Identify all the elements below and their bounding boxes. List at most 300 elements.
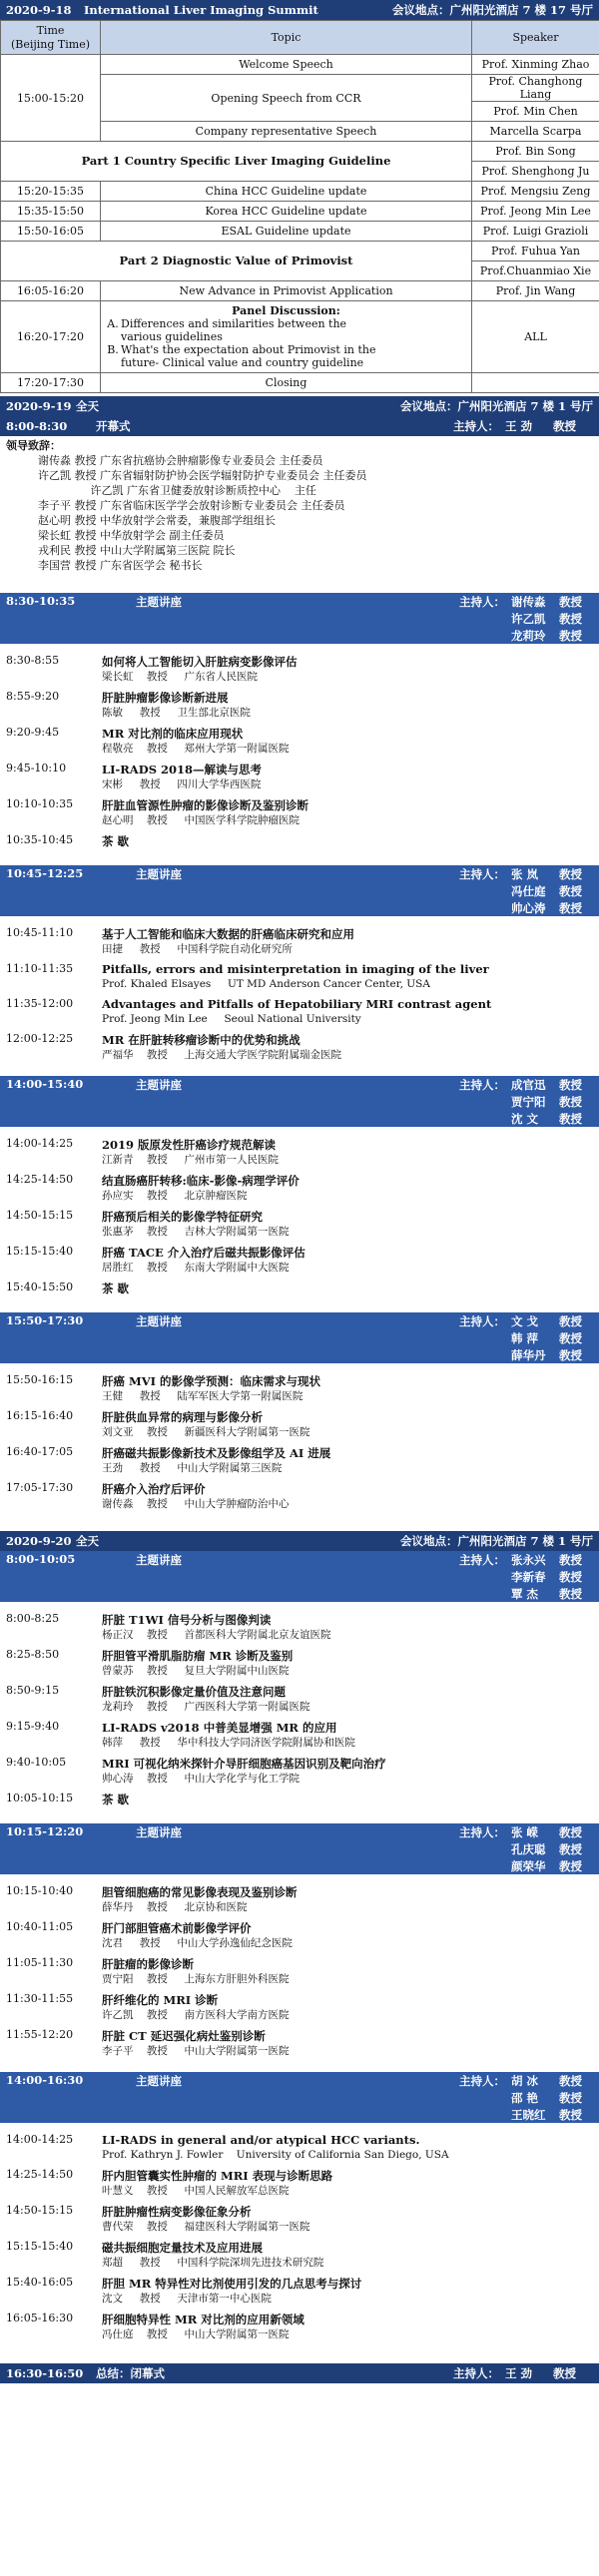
leader-line: 李国营 教授 广东省医学会 秘书长 (38, 559, 203, 572)
talk-time: 9:20-9:45 (6, 726, 60, 739)
panel-speaker: ALL (472, 301, 599, 373)
talk-item (6, 1479, 593, 1511)
session-host-row (0, 1857, 599, 1874)
talk-item (6, 1790, 593, 1807)
table-row (1, 142, 599, 162)
talk-item (6, 924, 593, 956)
panel-item-marker: A. (107, 317, 119, 330)
talk-time: 10:35-10:45 (6, 833, 74, 846)
talk-title: Advantages and Pitfalls of Hepatobiliary MRI contrast agent (102, 997, 492, 1011)
day3-sessions (0, 1551, 599, 2355)
header-time: Time (Beijing Time) (1, 21, 101, 55)
talk-item (6, 795, 593, 827)
talk-item (6, 1407, 593, 1439)
session-host-label (459, 900, 511, 916)
day2-opening-bar (0, 416, 599, 436)
session-host-name: 邵 艳 (511, 2090, 539, 2105)
talk-speaker: 贾宁阳 教授 上海东方肝胆外科医院 (102, 1973, 290, 1985)
talk-item (6, 960, 593, 991)
session-title: 主题讲座 (136, 1825, 182, 1839)
talk-item (6, 1243, 593, 1275)
talk-title: 肝脏 T1WI 信号分析与图像判读 (102, 1613, 272, 1627)
talk-title: 肝脏铁沉积影像定量价值及注意问题 (102, 1685, 286, 1699)
part1-title: Part 1 Country Specific Liver Imaging Guideline (1, 142, 472, 182)
talk-item (6, 1754, 593, 1786)
talk-item (6, 2310, 593, 2341)
session-time: 14:00-16:30 (6, 2073, 84, 2087)
row-topic: Opening Speech from CCR (101, 75, 472, 122)
talk-title: 肝脏肿瘤性病变影像征象分析 (102, 2205, 252, 2219)
day1-venue: 会议地点：广州阳光酒店 7 楼 17 号厅 (391, 3, 593, 17)
talk-title: 肝癌预后相关的影像学特征研究 (102, 1210, 263, 1224)
row-time: 17:20-17:30 (1, 373, 101, 393)
talk-speaker: 杨正汉 教授 首都医科大学附属北京友谊医院 (102, 1629, 331, 1641)
talk-time: 11:30-11:55 (6, 1992, 74, 2005)
talk-time: 9:45-10:10 (6, 762, 67, 774)
table-row (1, 281, 599, 301)
row-topic: Korea HCC Guideline update (101, 202, 472, 222)
talk-time: 14:00-14:25 (6, 1137, 74, 1150)
day2-date: 2020-9-19 (6, 399, 72, 413)
row-time: 16:05-16:20 (1, 281, 101, 301)
session-host-name: 薛华丹 (511, 1347, 546, 1362)
row-speaker: Prof. Shenghong Ju (472, 162, 599, 182)
session-time: 8:30-10:35 (6, 594, 76, 608)
session-header (0, 865, 599, 916)
row-time: 15:35-15:50 (1, 202, 101, 222)
row-speaker: Prof. Xinming Zhao (472, 55, 599, 75)
row-topic: ESAL Guideline update (101, 222, 472, 242)
day3-venue: 会议地点：广州阳光酒店 7 楼 1 号厅 (399, 1534, 593, 1548)
panel-row (1, 301, 599, 373)
talk-time: 14:25-14:50 (6, 1173, 74, 1186)
talk-speaker: 严福华 教授 上海交通大学医学院附属瑞金医院 (102, 1049, 342, 1061)
opening-time: 8:00-8:30 (6, 419, 68, 433)
talk-title: 肝内胆管囊实性肿瘤的 MRI 表现与诊断思路 (102, 2169, 333, 2183)
day3-date: 2020-9-20 (6, 1534, 72, 1548)
talk-speaker: 郑超 教授 中国科学院深圳先进技术研究院 (102, 2257, 324, 2269)
talk-time: 8:30-8:55 (6, 654, 60, 667)
session-time: 10:15-12:20 (6, 1824, 84, 1838)
talk-speaker: 江新青 教授 广州市第一人民医院 (102, 1154, 280, 1166)
session-host-name: 沈 文 (511, 1111, 539, 1126)
leader-line: 李子平 教授 广东省临床医学学会放射诊断专业委员会 主任委员 (38, 499, 345, 512)
talk-speaker: 宋彬 教授 四川大学华西医院 (102, 778, 262, 790)
session-host-name: 王晓红 (511, 2107, 546, 2122)
talk-speaker: 赵心明 教授 中国医学科学院肿瘤医院 (102, 814, 300, 826)
day1-date: 2020-9-18 (6, 3, 72, 17)
talk-item (6, 1882, 593, 1914)
talk-time: 11:05-11:30 (6, 1956, 74, 1969)
talk-item (6, 1918, 593, 1950)
session-host-label: 主持人： (459, 1824, 505, 1839)
talk-speaker: 谢传淼 教授 中山大学肿瘤防治中心 (102, 1498, 290, 1510)
talk-item (6, 2131, 593, 2162)
talk-title: LI-RADS in general and/or atypical HCC variants. (102, 2133, 420, 2147)
session-host-title: 教授 (559, 1313, 582, 1328)
session-host-label: 主持人： (459, 1077, 505, 1092)
talk-title: 肝癌 MVI 的影像学预测：临床需求与现状 (102, 1374, 321, 1388)
day1-event: International Liver Imaging Summit (84, 3, 318, 17)
talk-time: 11:10-11:35 (6, 962, 74, 975)
session-time: 15:50-17:30 (6, 1313, 84, 1327)
session-host-row (0, 1346, 599, 1363)
opening-title: 开幕式 (96, 419, 131, 433)
session-host-name: 许乙凯 (511, 611, 546, 626)
talk-item (6, 2166, 593, 2198)
leaders-speech (0, 436, 599, 575)
talk-speaker: 韩萍 教授 华中科技大学同济医学院附属协和医院 (102, 1737, 355, 1749)
panel-item-marker (105, 330, 121, 343)
talk-speaker: 李子平 教授 中山大学附属第一医院 (102, 2045, 290, 2057)
panel-item-text: various guidelines (121, 330, 223, 343)
talk-title: 肝脏肿瘤影像诊断新进展 (102, 691, 229, 705)
session-host-title: 教授 (559, 2073, 582, 2088)
talk-title: 肝癌磁共振影像新技术及影像组学及 AI 进展 (102, 1446, 331, 1460)
table-row (1, 242, 599, 261)
day1-table-header (1, 21, 599, 55)
talk-speaker: 程敬亮 教授 郑州大学第一附属医院 (102, 743, 290, 755)
session-host-title: 教授 (559, 1111, 582, 1126)
talk-speaker: 梁长虹 教授 广东省人民医院 (102, 671, 259, 683)
row-speaker: Prof.Chuanmiao Xie (472, 261, 599, 281)
session-host-name: 韩 萍 (511, 1330, 539, 1345)
talk-title: MR 在肝脏转移瘤诊断中的优势和挑战 (102, 1033, 300, 1047)
talk-speaker: 龙莉玲 教授 广西医科大学第一附属医院 (102, 1701, 310, 1713)
row-time: 15:50-16:05 (1, 222, 101, 242)
session-title: 主题讲座 (136, 867, 182, 881)
opening-host-title: 教授 (553, 419, 576, 433)
session-host-title: 教授 (559, 1586, 582, 1601)
talk-time: 11:55-12:20 (6, 2028, 74, 2041)
session-host-label (459, 1858, 511, 1874)
talk-time: 10:05-10:15 (6, 1792, 74, 1804)
session-header (0, 1076, 599, 1127)
talk-time: 10:45-11:10 (6, 926, 74, 939)
talk-time: 16:40-17:05 (6, 1445, 74, 1458)
panel-time: 16:20-17:20 (1, 301, 101, 373)
talk-item (6, 995, 593, 1026)
session-host-title: 教授 (559, 866, 582, 881)
session-host-label: 主持人： (459, 866, 505, 881)
talk-speaker: 沈文 教授 天津市第一中心医院 (102, 2293, 272, 2305)
session-host-row (0, 1312, 599, 1329)
session-host-name: 孔庆聪 (511, 1841, 546, 1856)
session-talks (0, 644, 599, 865)
session-host-row (0, 627, 599, 644)
talk-time: 14:25-14:50 (6, 2168, 74, 2181)
session-host-title: 教授 (559, 2107, 582, 2122)
session-header (0, 1551, 599, 1602)
talk-item (6, 1610, 593, 1642)
row-speaker: Prof. Changhong Liang (472, 75, 599, 102)
session-host-row (0, 2106, 599, 2123)
talk-item (6, 1990, 593, 2022)
talk-item (6, 1030, 593, 1062)
session-host-label: 主持人： (459, 2073, 505, 2088)
day1-header-bar (0, 0, 599, 20)
talk-item (6, 2026, 593, 2058)
closing-time: 16:30-16:50 (6, 2366, 84, 2380)
leaders-title: 领导致辞： (6, 439, 61, 452)
session-host-label (459, 2107, 511, 2123)
talk-speaker: Prof. Jeong Min Lee Seoul National University (102, 1013, 361, 1025)
talk-time: 8:00-8:25 (6, 1612, 60, 1625)
header-topic: Topic (101, 21, 472, 55)
session-host-name: 张 嵘 (511, 1824, 539, 1839)
talk-item (6, 1682, 593, 1714)
session-host-row (0, 610, 599, 627)
talk-item (6, 724, 593, 756)
talk-title: 肝胆管平滑肌脂肪瘤 MR 诊断及鉴别 (102, 1649, 294, 1663)
row-topic: China HCC Guideline update (101, 182, 472, 202)
session-talks (0, 1874, 599, 2072)
talk-speaker: 沈君 教授 中山大学孙逸仙纪念医院 (102, 1937, 293, 1949)
session-talks (0, 2123, 599, 2355)
talk-time: 10:40-11:05 (6, 1920, 74, 1933)
session-host-name: 贾宁阳 (511, 1094, 546, 1109)
talk-speaker: 孙应实 教授 北京肿瘤医院 (102, 1190, 248, 1202)
row-speaker: Prof. Jin Wang (472, 281, 599, 301)
panel-item-marker: B. (107, 343, 119, 356)
session-host-label (459, 2090, 511, 2106)
talk-time: 15:50-16:15 (6, 1373, 74, 1386)
session-host-row (0, 865, 599, 882)
talk-title: 肝脏血管源性肿瘤的影像诊断及鉴别诊断 (102, 798, 308, 812)
row-topic: Company representative Speech (101, 122, 472, 142)
talk-speaker: 刘文亚 教授 新疆医科大学附属第一医院 (102, 1426, 310, 1438)
session-host-title: 教授 (559, 594, 582, 609)
opening-host-label: 主持人： (453, 419, 499, 433)
session-talks (0, 1363, 599, 1525)
talk-time: 12:00-12:25 (6, 1032, 74, 1045)
session-host-title: 教授 (559, 883, 582, 898)
session-host-label (459, 1586, 511, 1602)
session-host-title: 教授 (559, 611, 582, 626)
closing-title: 总结：闭幕式 (96, 2366, 165, 2380)
session-host-label (459, 1569, 511, 1585)
leader-line: 许乙凯 教授 广东省辐射防护协会医学辐射防护专业委员会 主任委员 (38, 469, 367, 482)
talk-time: 9:40-10:05 (6, 1756, 67, 1769)
talk-speaker: 帅心涛 教授 中山大学化学与化工学院 (102, 1773, 300, 1785)
session-header (0, 2072, 599, 2123)
session-title: 主题讲座 (136, 1553, 182, 1567)
talk-time: 14:00-14:25 (6, 2133, 74, 2146)
session-host-label (459, 1094, 511, 1110)
day1-table (0, 20, 599, 393)
opening-host: 王 劲 (505, 419, 533, 433)
session-header (0, 593, 599, 644)
session-header (0, 1312, 599, 1363)
session-host-label (459, 1330, 511, 1346)
panel-item (105, 343, 467, 356)
table-row (1, 222, 599, 242)
talk-item (6, 2274, 593, 2306)
talk-item (6, 1718, 593, 1750)
session-host-title: 教授 (559, 1094, 582, 1109)
row-speaker: Prof. Min Chen (472, 102, 599, 122)
talk-speaker: 王劲 教授 中山大学附属第三医院 (102, 1462, 283, 1474)
talk-time: 16:15-16:40 (6, 1409, 74, 1422)
closing-host-label: 主持人： (453, 2366, 499, 2380)
session-time: 10:45-12:25 (6, 866, 84, 880)
session-host-row (0, 1110, 599, 1127)
session-host-row (0, 1568, 599, 1585)
row-topic: Closing (101, 373, 472, 393)
session-title: 主题讲座 (136, 2074, 182, 2088)
table-row (1, 55, 599, 75)
talk-item (6, 1954, 593, 1986)
talk-title: 肝门部胆管癌术前影像学评价 (102, 1921, 252, 1935)
talk-speaker: 曾蒙苏 教授 复旦大学附属中山医院 (102, 1665, 290, 1677)
talk-item (6, 760, 593, 791)
talk-title: 胆管细胞癌的常见影像表现及鉴别诊断 (102, 1885, 298, 1899)
leader-line: 戎利民 教授 中山大学附属第三医院 院长 (38, 544, 236, 557)
talk-speaker: 田捷 教授 中国科学院自动化研究所 (102, 943, 293, 955)
panel-item-text: Differences and similarities between the (121, 317, 347, 330)
talk-title: 肝脏 CT 延迟强化病灶鉴别诊断 (102, 2029, 266, 2043)
row-topic: New Advance in Primovist Application (101, 281, 472, 301)
session-title: 主题讲座 (136, 1314, 182, 1328)
session-host-title: 教授 (559, 628, 582, 643)
talk-title: 茶 歇 (102, 834, 130, 848)
session-host-title: 教授 (559, 1841, 582, 1856)
leader-line: 梁长虹 教授 中华放射学会 副主任委员 (38, 529, 225, 542)
talk-item (6, 652, 593, 684)
table-row (1, 373, 599, 393)
talk-item (6, 1443, 593, 1475)
day3-header-bar (0, 1531, 599, 1551)
talk-speaker: 陈敏 教授 卫生部北京医院 (102, 707, 251, 719)
talk-speaker: 居胜红 教授 东南大学附属中大医院 (102, 1262, 290, 1274)
session-host-name: 张永兴 (511, 1552, 546, 1567)
part2-title: Part 2 Diagnostic Value of Primovist (1, 242, 472, 281)
panel-item (105, 330, 467, 343)
talk-speaker: 叶慧义 教授 中国人民解放军总医院 (102, 2185, 290, 2197)
talk-speaker: 王健 教授 陆军军医大学第一附属医院 (102, 1390, 303, 1402)
talk-title: LI-RADS 2018—解读与思考 (102, 763, 263, 776)
day2-header-bar (0, 396, 599, 416)
session-talks (0, 1602, 599, 1823)
session-host-row (0, 882, 599, 899)
talk-time: 8:50-9:15 (6, 1684, 60, 1697)
session-host-name: 李新春 (511, 1569, 546, 1584)
table-row (1, 202, 599, 222)
session-talks (0, 916, 599, 1076)
row-speaker: Marcella Scarpa (472, 122, 599, 142)
talk-time: 15:15-15:40 (6, 1245, 74, 1258)
panel-title: Panel Discussion: (232, 304, 340, 317)
day2-whole-day: 全天 (76, 399, 99, 413)
session-host-name: 张 岚 (511, 866, 539, 881)
session-host-label: 主持人： (459, 1313, 505, 1328)
session-host-title: 教授 (559, 2090, 582, 2105)
row-speaker: Prof. Jeong Min Lee (472, 202, 599, 222)
talk-item (6, 1646, 593, 1678)
session-header (0, 1823, 599, 1874)
talk-time: 14:50-15:15 (6, 2204, 74, 2217)
session-host-row (0, 1823, 599, 1840)
leader-line: 谢传淼 教授 广东省抗癌协会肿瘤影像专业委员会 主任委员 (38, 454, 323, 467)
talk-title: 茶 歇 (102, 1282, 130, 1295)
session-host-label (459, 1111, 511, 1127)
talk-title: 磁共振细胞定量技术及应用进展 (102, 2241, 263, 2255)
session-talks (0, 1127, 599, 1312)
session-host-row (0, 2072, 599, 2089)
talk-speaker: 许乙凯 教授 南方医科大学南方医院 (102, 2009, 290, 2021)
session-host-title: 教授 (559, 1077, 582, 1092)
session-host-name: 冯仕庭 (511, 883, 546, 898)
session-host-label (459, 883, 511, 899)
row-topic: Welcome Speech (101, 55, 472, 75)
session-host-title: 教授 (559, 1347, 582, 1362)
session-host-label: 主持人： (459, 594, 505, 609)
talk-time: 17:05-17:30 (6, 1481, 74, 1494)
talk-item (6, 2202, 593, 2234)
closing-host-title: 教授 (553, 2366, 576, 2380)
talk-title: 肝胆 MR 特异性对比剂使用引发的几点思考与探讨 (102, 2277, 362, 2291)
session-host-row (0, 1551, 599, 1568)
row-speaker: Prof. Fuhua Yan (472, 242, 599, 261)
talk-item (6, 1279, 593, 1296)
talk-title: 如何将人工智能切入肝脏病变影像评估 (102, 655, 298, 669)
header-speaker: Speaker (472, 21, 599, 55)
talk-time: 16:05-16:30 (6, 2312, 74, 2324)
session-host-title: 教授 (559, 900, 582, 915)
session-title: 主题讲座 (136, 595, 182, 609)
session-host-label (459, 1841, 511, 1857)
talk-time: 10:15-10:40 (6, 1884, 74, 1897)
session-host-label (459, 628, 511, 644)
row-speaker: Prof. Mengsiu Zeng (472, 182, 599, 202)
talk-time: 9:15-9:40 (6, 1720, 60, 1733)
talk-time: 10:10-10:35 (6, 797, 74, 810)
session-host-row (0, 1840, 599, 1857)
day2-sessions (0, 593, 599, 1525)
panel-item (105, 356, 467, 369)
talk-title: MRI 可视化纳米探针介导肝细胞癌基因识别及靶向治疗 (102, 1757, 386, 1771)
session-host-name: 胡 冰 (511, 2073, 539, 2088)
talk-title: 肝脏供血异常的病理与影像分析 (102, 1410, 263, 1424)
session-host-row (0, 1093, 599, 1110)
talk-speaker: Prof. Kathryn J. Fowler University of California San Diego, USA (102, 2149, 449, 2161)
row-speaker (472, 373, 599, 393)
session-host-row (0, 2089, 599, 2106)
row-time: 15:20-15:35 (1, 182, 101, 202)
talk-time: 15:40-16:05 (6, 2276, 74, 2289)
talk-title: 肝纤维化的 MRI 诊断 (102, 1993, 219, 2007)
session-time: 14:00-15:40 (6, 1077, 84, 1091)
session-host-row (0, 1585, 599, 1602)
session-host-name: 颜荣华 (511, 1858, 546, 1873)
talk-speaker: 冯仕庭 教授 中山大学附属第一医院 (102, 2328, 290, 2340)
session-host-title: 教授 (559, 1330, 582, 1345)
table-row (1, 182, 599, 202)
leader-line: 许乙凯 广东省卫健委放射诊断质控中心 主任 (38, 484, 316, 497)
talk-item (6, 2238, 593, 2270)
talk-item (6, 1371, 593, 1403)
session-host-title: 教授 (559, 1569, 582, 1584)
talk-item (6, 1171, 593, 1203)
talk-time: 8:25-8:50 (6, 1648, 60, 1661)
talk-title: 肝脏瘤的影像诊断 (102, 1957, 194, 1971)
session-title: 主题讲座 (136, 1078, 182, 1092)
session-host-title: 教授 (559, 1824, 582, 1839)
closing-host: 王 劲 (505, 2366, 533, 2380)
session-host-name: 成官迅 (511, 1077, 546, 1092)
talk-item (6, 688, 593, 720)
talk-time: 11:35-12:00 (6, 997, 74, 1010)
